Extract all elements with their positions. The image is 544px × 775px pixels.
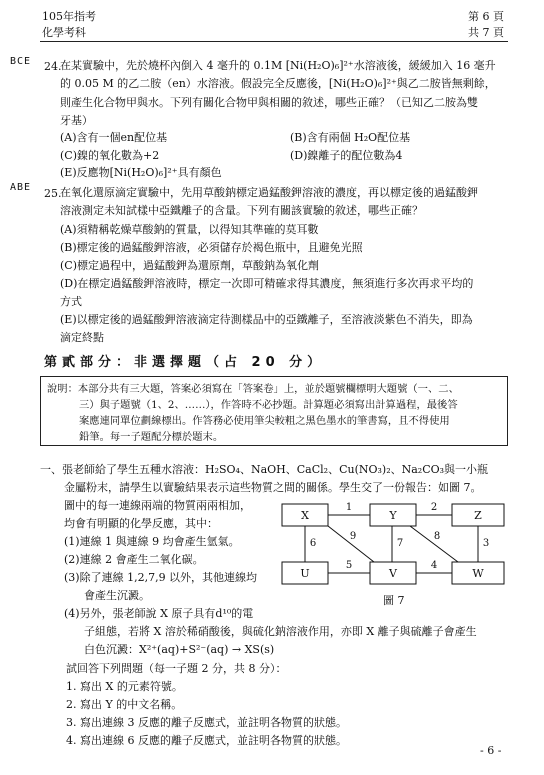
edge-label-6: 6 bbox=[309, 538, 317, 549]
q24-line: 則產生化合物甲與水。下列有關化合物甲與相關的敘述，哪些正確？（已知乙二胺為雙 bbox=[60, 96, 478, 109]
edge-label-4: 4 bbox=[430, 560, 438, 571]
q1-intro-line: 圖中的每一連線兩端的物質兩兩相加， bbox=[64, 499, 251, 512]
node-u: U bbox=[300, 567, 310, 580]
node-x: X bbox=[301, 509, 309, 522]
q1-condition: (2)連線 2 會產生二氧化碳。 bbox=[64, 553, 204, 566]
header-divider bbox=[40, 41, 508, 42]
q1-condition: (1)連線 1 與連線 9 均會產生氫氣。 bbox=[64, 535, 240, 548]
q25-number: 25. bbox=[44, 187, 62, 200]
q25-option: (D)在標定過錳酸鉀溶液時，標定一次即可精確求得其濃度，無須進行多次再求平均的 bbox=[60, 277, 474, 290]
q1-condition: (4)另外，張老師說 X 原子具有d¹⁰的電 bbox=[64, 607, 254, 620]
edge-label-2: 2 bbox=[430, 502, 438, 513]
edge-label-8: 8 bbox=[433, 531, 441, 542]
edge-label-5: 5 bbox=[345, 560, 353, 571]
instructions-line: 案應連同單位劃線標出。作答務必使用筆尖較粗之黑色墨水的筆書寫，且不得使用 bbox=[79, 415, 450, 427]
q25-option: (B)標定後的過錳酸鉀溶液，必須儲存於褐色瓶中，且避免光照 bbox=[60, 241, 363, 254]
q25-option-cont: 滴定終點 bbox=[60, 331, 104, 344]
node-z: Z bbox=[474, 509, 482, 522]
q24-line: 牙基） bbox=[60, 114, 93, 127]
header-total-pages: 共 7 頁 bbox=[468, 26, 504, 39]
q24-number: 24. bbox=[44, 60, 62, 73]
instructions-box bbox=[40, 376, 508, 446]
q1-intro-line: 金屬粉末，請學生以實驗結果表示這些物質之間的關係。學生交了一份報告：如圖 7。 bbox=[64, 481, 482, 494]
q24-option-c: (C)鎳的氧化數為+2 bbox=[60, 149, 160, 162]
q24-line: 的 0.05 M 的乙二胺（en）水溶液。假設完全反應後，[Ni(H₂O)₆]²⁺與乙二胺皆無剩餘， bbox=[60, 77, 496, 90]
q1-subquestion: 3. 寫出連線 3 反應的離子反應式，並註明各物質的狀態。 bbox=[66, 716, 347, 729]
header-page: 第 6 頁 bbox=[468, 10, 504, 23]
q24-option-b: (B)含有兩個 H₂O配位基 bbox=[290, 131, 411, 144]
q1-condition-cont: 會產生沉澱。 bbox=[84, 589, 150, 602]
header-exam-year: 105年指考 bbox=[42, 10, 96, 23]
q25-line: 在氧化還原滴定實驗中，先用草酸鈉標定過錳酸鉀溶液的濃度，再以標定後的過錳酸鉀 bbox=[60, 186, 478, 199]
q25-option: (E)以標定後的過錳酸鉀溶液滴定待測樣品中的亞鐵離子，至溶液淡紫色不消失，即為 bbox=[60, 313, 473, 326]
q24-option-e: (E)反應物[Ni(H₂O)₆]²⁺具有顏色 bbox=[60, 166, 222, 179]
q24-answer-tag: BCE bbox=[10, 56, 32, 67]
q25-option-cont: 方式 bbox=[60, 295, 82, 308]
q25-answer-tag: ABE bbox=[10, 182, 32, 193]
node-v: V bbox=[389, 567, 397, 580]
q1-intro-line: 一、張老師給了學生五種水溶液：H₂SO₄、NaOH、CaCl₂、Cu(NO₃)₂、Na₂CO₃與一小瓶 bbox=[40, 463, 489, 476]
q1-prompt: 試回答下列問題（每一子題 2 分，共 8 分）： bbox=[66, 662, 287, 675]
instructions-line: 鉛筆。每一子題配分標於題末。 bbox=[79, 431, 224, 443]
q1-condition-cont: 子組態，若將 X 溶於稀硝酸後，與硫化鈉溶液作用，亦即 X 離子與硫離子會產生 bbox=[84, 625, 477, 638]
q25-option: (C)標定過程中，過錳酸鉀為還原劑，草酸鈉為氧化劑 bbox=[60, 259, 319, 272]
instructions-line: 說明：本部分共有三大題，答案必須寫在「答案卷」上，並於題號欄標明大題號（一、二、 bbox=[47, 383, 459, 395]
q25-line: 溶液測定未知試樣中亞鐵離子的含量。下列有關該實驗的敘述，哪些正確？ bbox=[60, 204, 423, 217]
figure-7-caption: 圖 7 bbox=[383, 594, 405, 607]
q1-subquestion: 1. 寫出 X 的元素符號。 bbox=[66, 680, 183, 693]
edge-label-1: 1 bbox=[345, 502, 353, 513]
edge-label-3: 3 bbox=[482, 538, 490, 549]
q25-option: (A)須精稱乾燥草酸鈉的質量，以得知其準確的莫耳數 bbox=[60, 223, 319, 236]
figure-7-diagram bbox=[280, 498, 510, 600]
node-w: W bbox=[472, 567, 484, 580]
footer-page-number: - 6 - bbox=[480, 744, 502, 757]
q1-equation: 白色沉澱：X²⁺(aq)+S²⁻(aq) → XS(s) bbox=[84, 643, 275, 656]
q24-line: 在某實驗中，先於燒杯內倒入 4 毫升的 0.1M [Ni(H₂O)₆]²⁺水溶液後，緩緩加入 16 毫升 bbox=[60, 59, 496, 72]
q1-intro-line: 均會有明顯的化學反應，其中： bbox=[64, 517, 218, 530]
q24-option-a: (A)含有一個en配位基 bbox=[60, 131, 168, 144]
edge-label-9: 9 bbox=[349, 531, 357, 542]
part2-title: 第貳部分：非選擇題（占 20 分） bbox=[44, 355, 326, 370]
q24-option-d: (D)鎳離子的配位數為4 bbox=[290, 149, 403, 162]
header-subject: 化學考科 bbox=[42, 26, 86, 39]
q1-subquestion: 2. 寫出 Y 的中文名稱。 bbox=[66, 698, 183, 711]
q1-condition: (3)除了連線 1,2,7,9 以外，其他連線均 bbox=[64, 571, 258, 584]
node-y: Y bbox=[389, 509, 397, 522]
instructions-line: 三）與子題號（1、2、……），作答時不必抄題。計算題必須寫出計算過程，最後答 bbox=[79, 399, 458, 411]
edge-label-7: 7 bbox=[396, 538, 404, 549]
q1-subquestion: 4. 寫出連線 6 反應的離子反應式，並註明各物質的狀態。 bbox=[66, 734, 347, 747]
